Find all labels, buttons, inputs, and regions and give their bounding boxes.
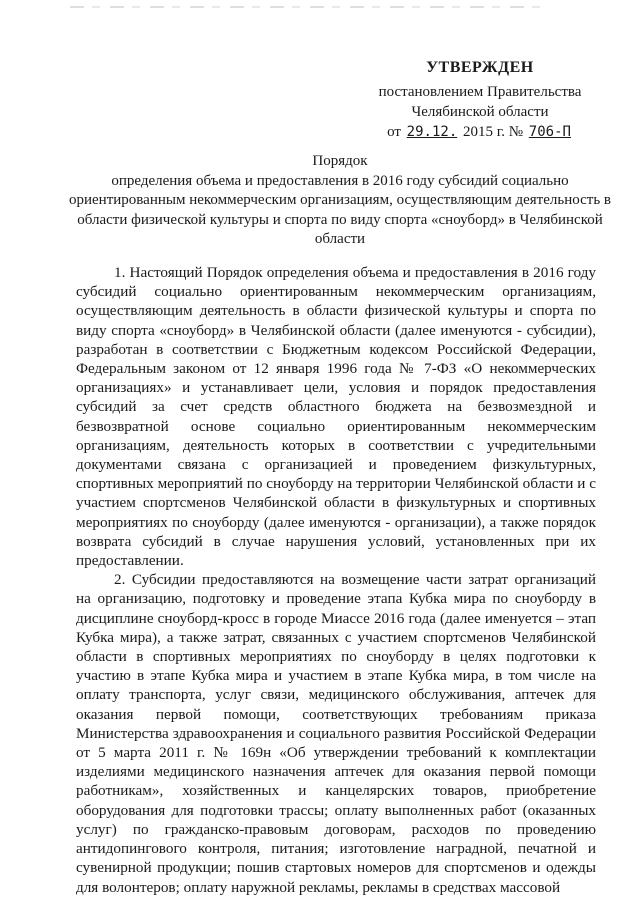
document-title (60, 152, 620, 250)
approval-date-line (360, 122, 600, 142)
title-heading: Порядок (312, 153, 368, 169)
approval-line-region: Челябинской области (411, 104, 549, 120)
paragraph-2: 2. Субсидии предоставляются на возмещение части затрат организаций на организацию, подготовку и проведение этапа Кубка мира по сноуборду в дисциплине сноуборд-кросс в городе Миассе 2016 года (далее именуется – этап Кубка мира), а также затрат, связанных с участием спортсменов Челябинской области в спортивных мероприятиях по сноуборду в целях подготовки к участию в этапе Кубка мира и участием в этапе Кубка мира, в том числе на оплату транспорта, услуг связи, медицинского обслуживания, аптечек для оказания первой помощи, соответствующих требованиям приказа Министерства здравоохранения и социального развития Российской Федерации от 5 марта 2011 г. № 169н «Об утверждении требований к комплектации изделиями медицинского назначения аптечек для оказания первой помощи работникам», хозяйственных и канцелярских товаров, приобретение оборудования для подготовки трассы; оплату выполненных работ (оказанных услуг) по гражданско-правовым договорам, расходов по проведению антидопингового контроля, питания; изготовление наградной, печатной и сувенирной продукции; пошив стартовых номеров для спортсменов и одежды для волонтеров; оплату наружной рекламы, рекламы в средствах массовой (76, 571, 596, 896)
approval-line-government: постановлением Правительства (378, 84, 582, 100)
approval-year-number-label: 2015 г. № (463, 124, 524, 140)
approval-stamp: УТВЕРЖДЕН (426, 59, 534, 76)
scan-edge-artifact (70, 6, 550, 8)
title-subtitle: определения объема и предоставления в 2016 году субсидий социально ориентированным некоммерческим организациям, осуществляющим деятельность в области физической культуры и спорта по виду спорта «сноуборд» в Челябинской области (68, 172, 612, 247)
approval-number-handwritten: 706-П (528, 124, 571, 140)
paragraph-1: 1. Настоящий Порядок определения объема и предоставления в 2016 году субсидий социально ориентированным некоммерческим организациям, осуществляющим деятельность в области физической культуры и спорта по виду спорта «сноуборд» в Челябинской области (далее именуются - субсидии), разработан в соответствии с Бюджетным кодексом Российской Федерации, Федеральным законом от 12 января 1996 года № 7-ФЗ «О некоммерческих организациях» и устанавливает цели, условия и порядок предоставления субсидий за счет средств областного бюджета на безвозмездной и безвозвратной основе социально ориентированным некоммерческим организациям, деятельность которых в соответствии с учредительными документами связана с организацией и проведением физкультурных, спортивных мероприятий по сноуборду на территории Челябинской области и с участием спортсменов Челябинской области в физкультурных и спортивных мероприятиях по сноуборду (далее именуются - организации), а также порядок возврата субсидий в случае нарушения условий, установленных при их предоставлении. (76, 264, 596, 570)
approval-date-handwritten: 29.12. (406, 124, 458, 140)
document-body (76, 263, 596, 897)
approval-block (360, 58, 600, 142)
approval-date-prefix: от (387, 124, 401, 140)
